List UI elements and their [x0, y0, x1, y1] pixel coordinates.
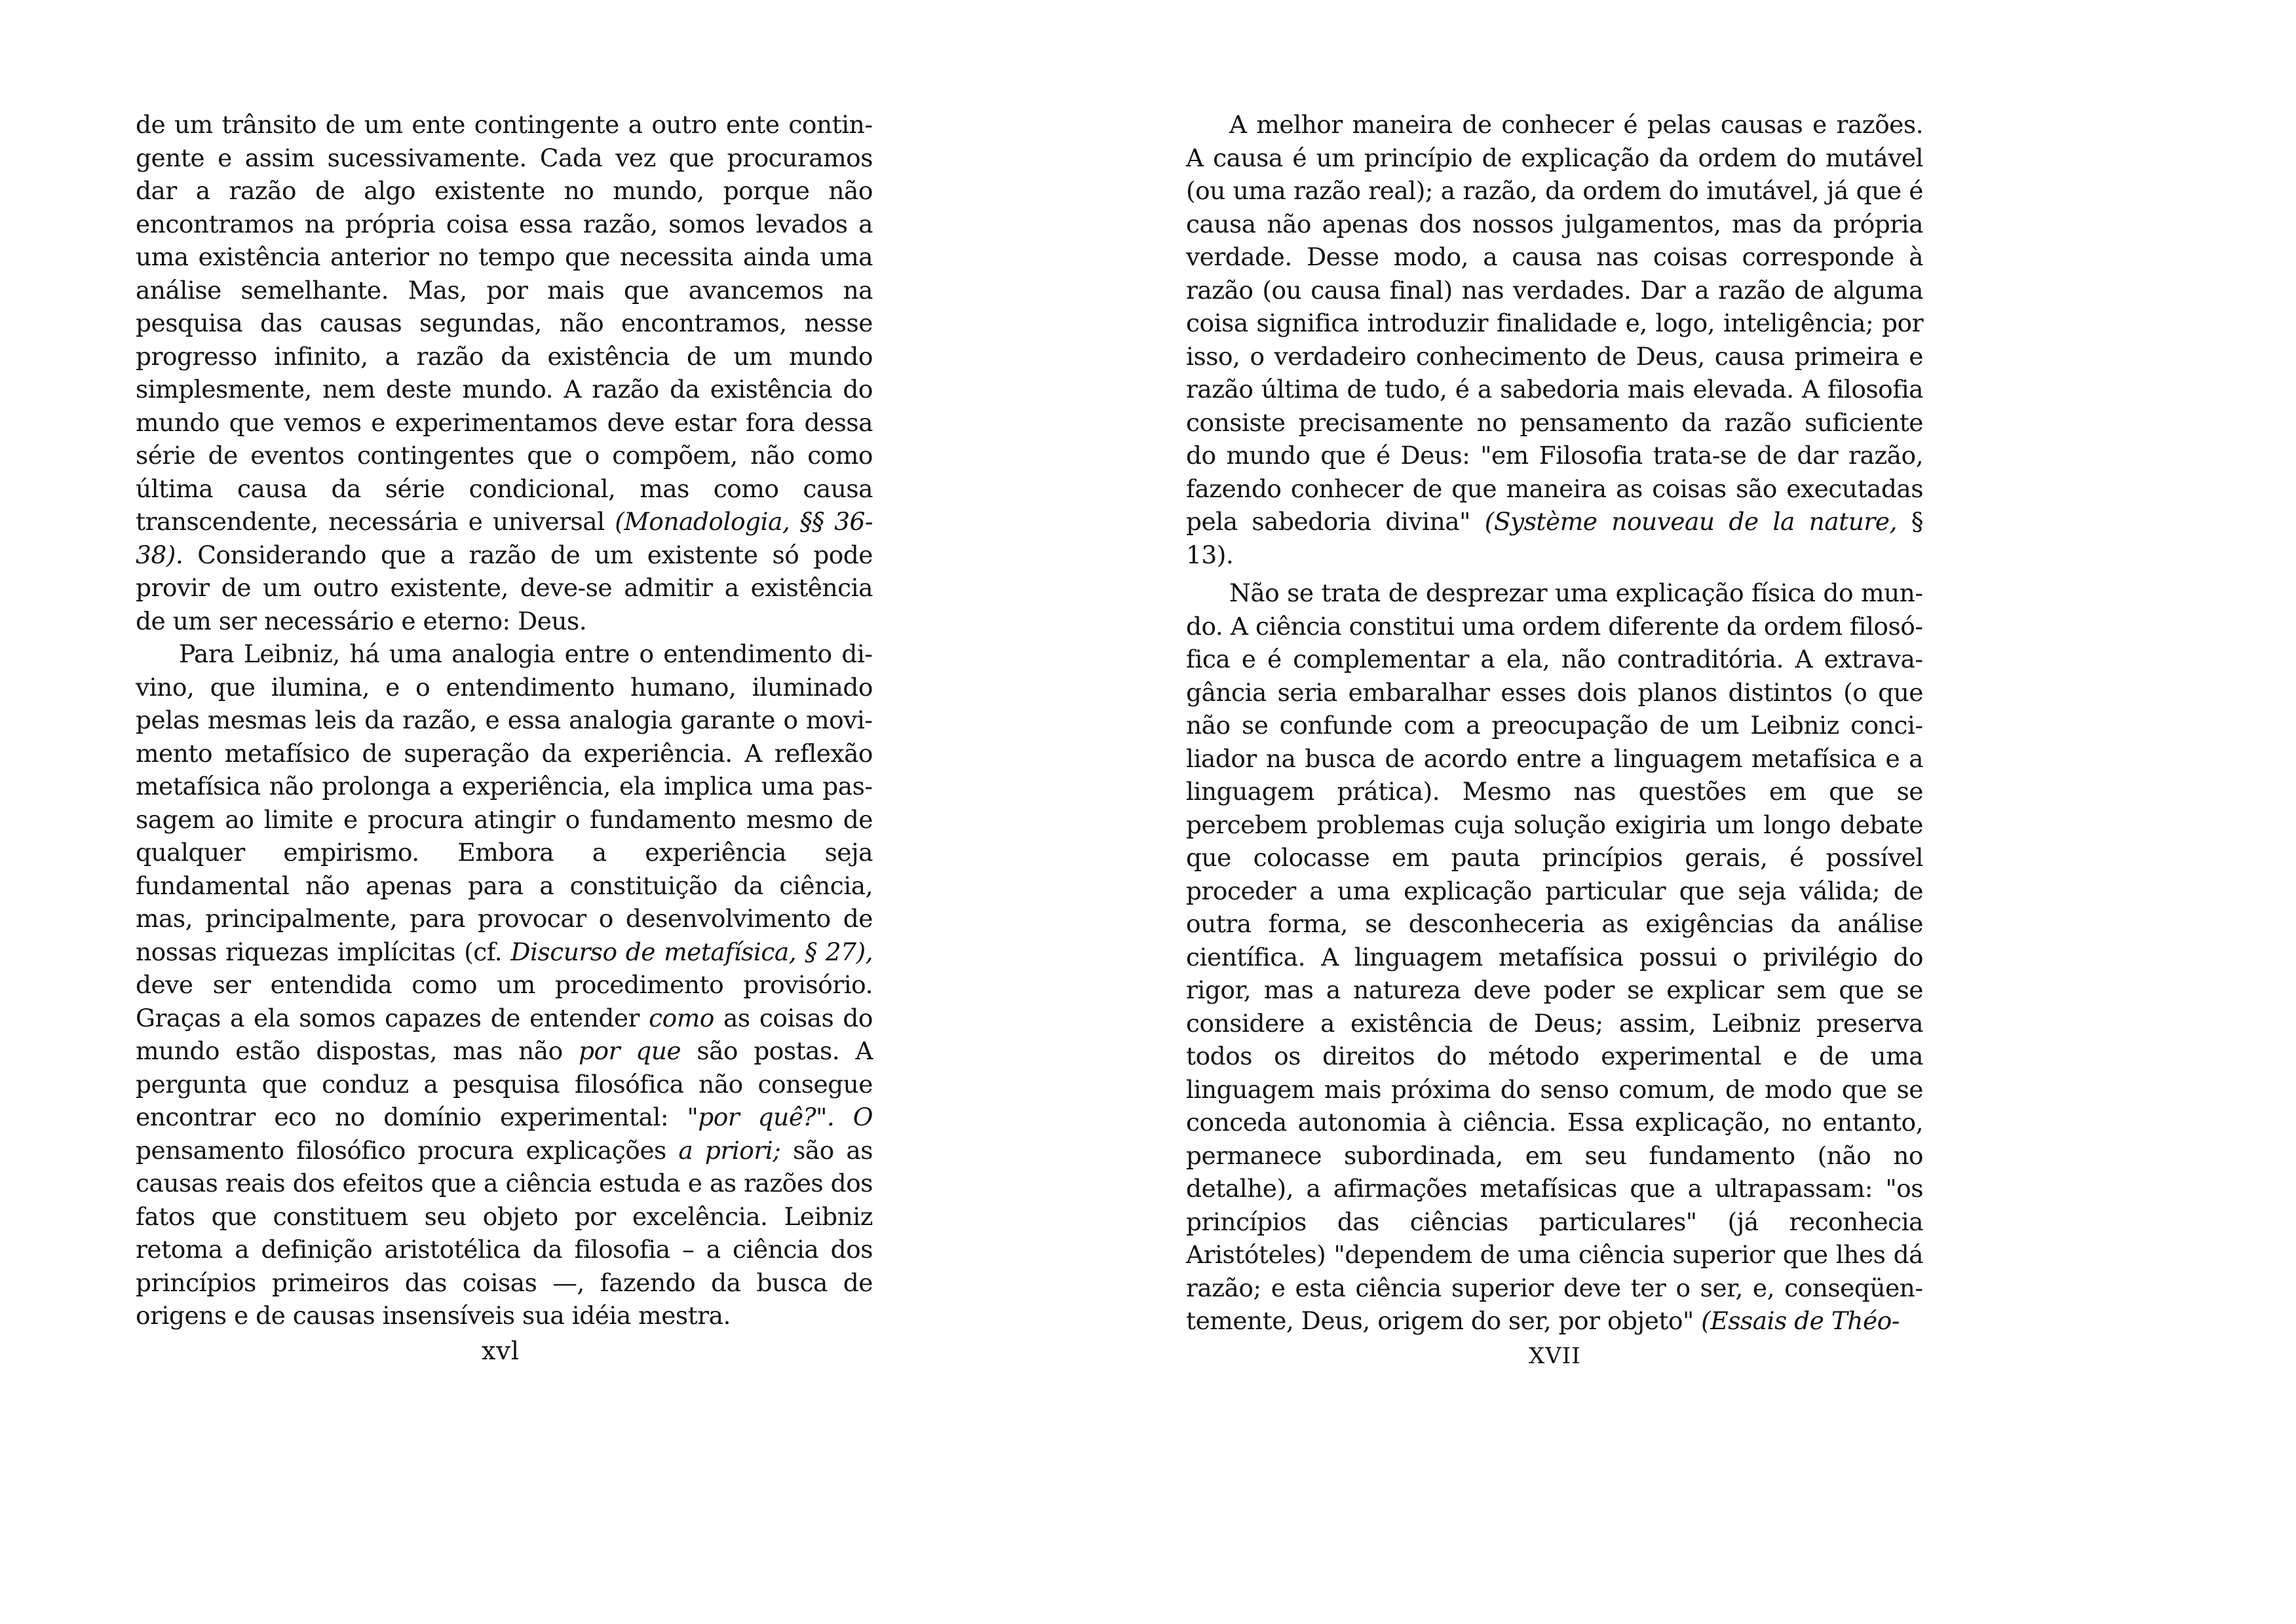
italic-reference: como [649, 1003, 714, 1032]
text-run: Não se trata de desprezar uma explicação física do mundo. A ciência constitui uma ordem diferente da ordem filosófica e é complementar a ela, não contraditória. A extravagância seria embaralhar esses dois planos distintos (o que não se confunde com a preocupação de um Leibniz conciliador na busca de acordo entre a linguagem metafísica e a linguagem prática). Mesmo nas questões em que se percebem problemas cuja solução exigiria um longo debate que colocasse em pauta princípios gerais, é possível proceder a uma explicação particular que seja válida; de outra forma, se desconheceria as exigências da análise científica. A linguagem metafísica possui o privilégio do rigor, mas a natureza deve poder se explicar sem que se considere a existência de Deus; assim, Leibniz preserva todos os direitos do método experimental e de uma linguagem mais próxima do senso comum, de modo que se conceda autonomia à ciência. Essa explicação, no entanto, permanece subordinada, em seu fundamento (não no detalhe), a afirmações metafísicas que a ultrapassam: "os princípios das ciências particulares" (já reconhecia Aristóteles) "dependem de uma ciência superior que lhes dá razão; e esta ciência superior deve ter o ser, e, conseqüentemente, Deus, origem do ser, por objeto" [1186, 578, 1923, 1335]
right-page [1186, 108, 1923, 1338]
italic-reference: Discurso de metafísica, § 27), [510, 937, 873, 966]
text-run: Para Leibniz, há uma analogia entre o entendimento divino, que ilumina, e o entendimento humano, iluminado pelas mesmas leis da razão, e essa analogia garante o movimento metafísico de superação da experiência. A reflexão metafísica não prolonga a experiência, ela implica uma passagem ao limite e procura atingir o fundamento mesmo de qualquer empirismo. Embora a experiência seja fundamental não apenas para a constituição da ciência, mas, principalmente, para provocar o desenvolvimento de nossas riquezas implícitas (cf. [136, 639, 873, 966]
page-number-left: xvl [482, 1336, 520, 1365]
left-page [136, 108, 873, 1332]
text-run: as coisas do mundo estão dispostas, mas não [136, 1003, 873, 1065]
text-run: de um trânsito de um ente contingente a outro ente contingente e assim sucessivamente. Cada vez que procuramos dar a razão de algo existente no mundo, porque não encontramos na própria coisa essa razão, somos levados a uma existência anterior no tempo que necessita ainda uma análise semelhante. Mas, por mais que avancemos na pesquisa das causas segundas, não encontramos, nesse progresso infinito, a razão da existência de um mundo simplesmente, nem deste mundo. A razão da existência do mundo que vemos e experimentamos deve estar fora dessa série de eventos contingentes que o compõem, não como última causa da série condicional, mas como causa transcendente, necessária e universal [136, 110, 873, 536]
italic-reference: "por quê?". O [687, 1103, 873, 1131]
text-run: são postas. A pergunta que conduz a pesquisa filosófica não consegue encontrar eco no domínio experimental: [136, 1036, 873, 1131]
text-run: § 13). [1186, 507, 1924, 569]
text-run: pensamento filosófico procura explicações [136, 1135, 679, 1165]
italic-reference: a priori; [678, 1135, 781, 1165]
left-paragraph-2 [136, 637, 873, 1332]
italic-reference: (Essais de Théo- [1701, 1306, 1900, 1335]
italic-reference: por que [578, 1036, 681, 1065]
right-paragraph-1 [1186, 108, 1923, 571]
italic-reference: (Système nouveau de la nature, [1484, 507, 1897, 536]
text-run: A melhor maneira de conhecer é pelas causas e razões. A causa é um princípio de explicação da ordem do mutável (ou uma razão real); a razão, da ordem do imutável, já que é causa não apenas dos nossos julgamentos, mas da própria verdade. Desse modo, a causa nas coisas corresponde à razão (ou causa final) nas verdades. Dar a razão de alguma coisa significa introduzir finalidade e, logo, inteligência; por isso, o verdadeiro conhecimento de Deus, causa primeira e razão última de tudo, é a sabedoria mais elevada. A filosofia consiste precisamente no pensamento da razão suficiente do mundo que é Deus: "em Filosofia trata-se de dar razão, fazendo conhecer de que maneira as coisas são executadas pela sabedoria divina" [1186, 110, 1923, 536]
page-number-right: XVII [1529, 1343, 1581, 1369]
text-run: são as causas reais dos efeitos que a ciência estuda e as razões dos fatos que constituem seu objeto por excelência. Leibniz retoma a definição aristotélica da filosofia – a ciência dos princípios primeiros das coisas —, fazendo da busca de origens e de causas insensíveis sua idéia mestra. [136, 1135, 873, 1330]
text-run: Considerando que a razão de um existente só pode provir de um outro existente, deve-se admitir a existência de um ser necessário e eterno: Deus. [136, 540, 873, 635]
left-paragraph-1 [136, 108, 873, 637]
italic-reference: (Monadologia, §§ 36-38). [136, 507, 873, 569]
text-run: deve ser entendida como um procedimento provisório. Graças a ela somos capazes de entender [136, 970, 873, 1032]
right-paragraph-2 [1186, 576, 1923, 1338]
